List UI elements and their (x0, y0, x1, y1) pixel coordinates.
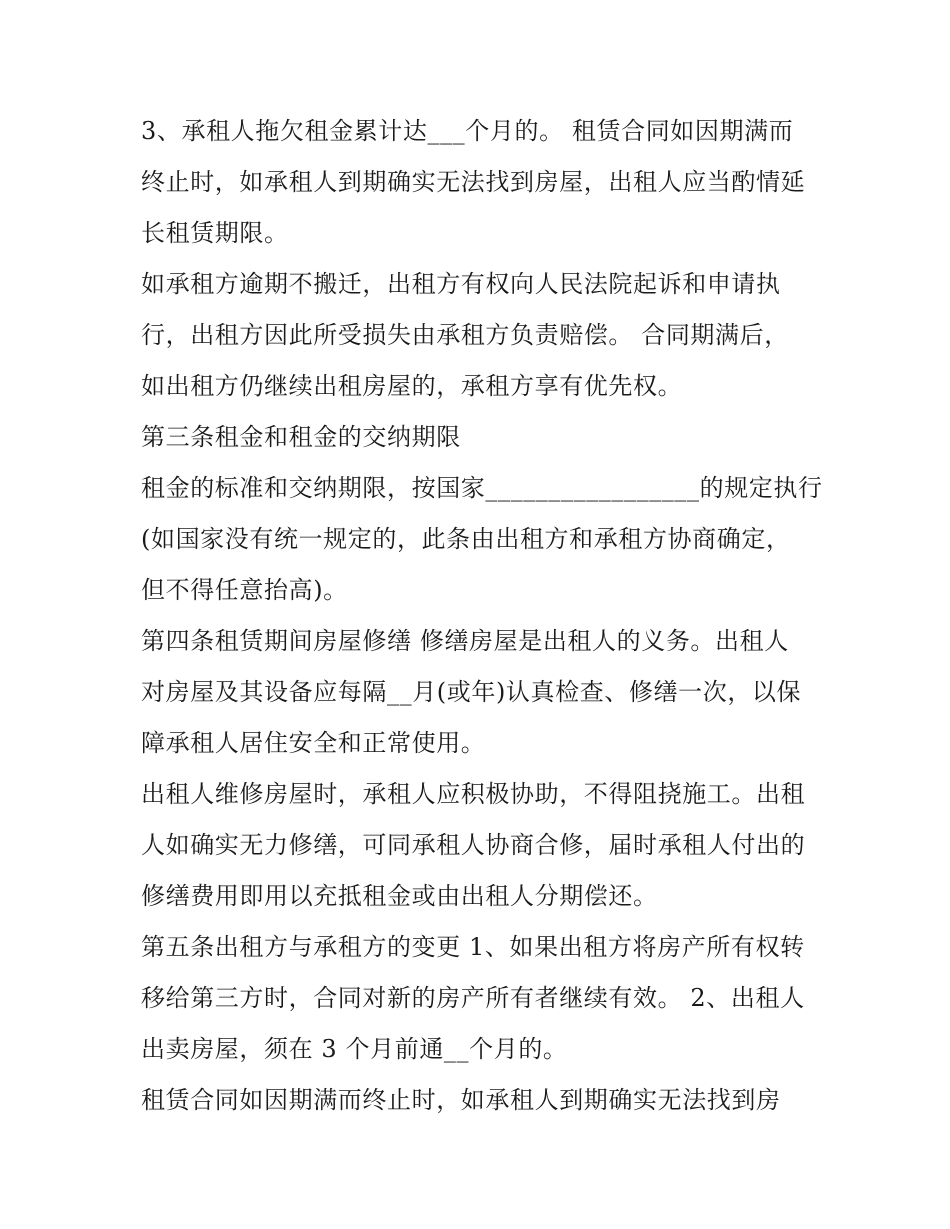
paragraph-lease-expiry (141, 1075, 821, 1126)
text-line: 第四条租赁期间房屋修缮 修缮房屋是出租人的义务。出租人 (141, 627, 789, 655)
text-line: 修缮费用即用以充抵租金或由出租人分期偿还。 (141, 882, 658, 910)
text-line: 对房屋及其设备应每隔__月(或年)认真检查、修缮一次，以保 (141, 678, 802, 706)
text-line: 出卖房屋，须在 3 个月前通__个月的。 (141, 1035, 568, 1063)
text-line: 障承租人居住安全和正常使用。 (141, 729, 486, 757)
text-line: 如承租方逾期不搬迁，出租方有权向人民法院起诉和申请执 (141, 270, 781, 298)
text-line: 移给第三方时，合同对新的房产所有者继续有效。 2、出租人 (141, 984, 805, 1012)
paragraph-arrears-clause (141, 106, 821, 259)
paragraph-overdue-move-out (141, 259, 821, 412)
text-line: 租金的标准和交纳期限，按国家_________________的规定执行 (141, 474, 823, 502)
text-line: (如国家没有统一规定的，此条由出租方和承租方协商确定， (141, 525, 791, 553)
paragraph-rent-standard (141, 463, 821, 616)
text-line: 出租人维修房屋时，承租人应积极协助，不得阻挠施工。出租 (141, 780, 806, 808)
document-body (141, 106, 821, 1126)
text-line: 如出租方仍继续出租房屋的，承租方享有优先权。 (141, 372, 683, 400)
paragraph-article-5-changes (141, 922, 821, 1075)
text-line: 行，出租方因此所受损失由承租方负责赔偿。 合同期满后， (141, 321, 789, 349)
section-heading-article-3 (141, 412, 821, 463)
paragraph-repair-cooperation (141, 769, 821, 922)
text-line: 3、承租人拖欠租金累计达___个月的。 租赁合同如因期满而 (141, 117, 794, 145)
text-line: 第五条出租方与承租方的变更 1、如果出租方将房产所有权转 (141, 933, 805, 961)
text-line: 终止时，如承租人到期确实无法找到房屋，出租人应当酌情延 (141, 168, 806, 196)
text-line: 人如确实无力修缮，可同承租人协商合修，届时承租人付出的 (141, 831, 806, 859)
paragraph-article-4-repairs (141, 616, 821, 769)
text-line: 长租赁期限。 (141, 219, 289, 247)
text-line: 第三条租金和租金的交纳期限 (141, 423, 461, 451)
text-line: 但不得任意抬高)。 (141, 576, 348, 604)
text-line: 租赁合同如因期满而终止时，如承租人到期确实无法找到房 (141, 1086, 781, 1114)
